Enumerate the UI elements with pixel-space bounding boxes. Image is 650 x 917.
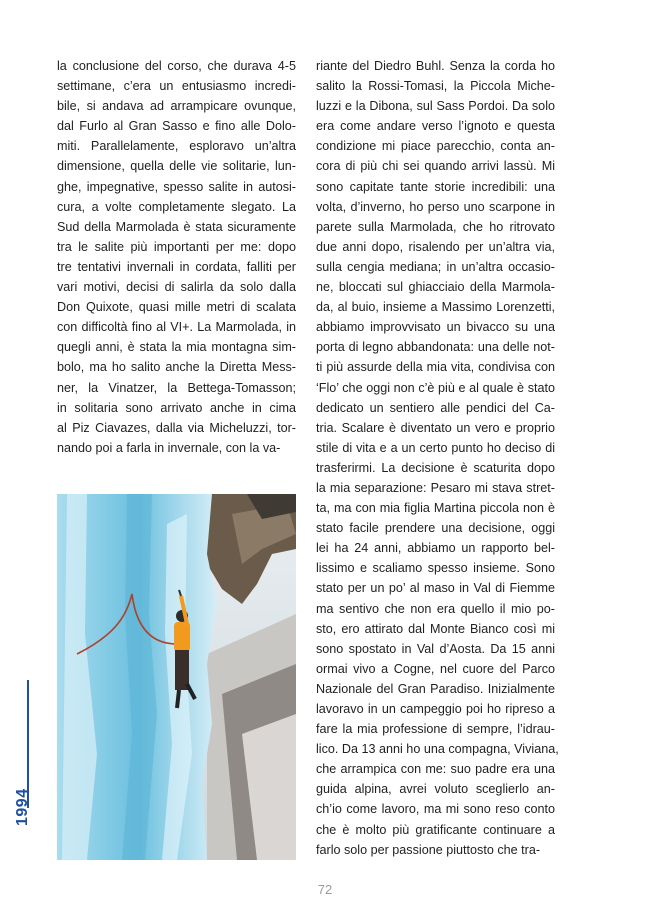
text-line: abbiamo improvvisato un bivacco su una <box>316 320 555 335</box>
text-line: fare la mia professione di sempre, l’idrau- <box>316 722 555 737</box>
text-line: lico. Da 13 anni ho una compagna, Viviana, <box>316 742 559 757</box>
text-line: da, al buio, insieme a Massimo Lorenzetti, <box>316 300 555 315</box>
text-line: stile di vita e a un certo punto ho deciso di <box>316 440 555 455</box>
text-line: settimane, c’era un entusiasmo incredi- <box>57 79 296 94</box>
text-line: dimensione, quella delle vie solitarie, lun- <box>57 159 296 174</box>
text-line: Nazionale del Gran Paradiso. Inizialmente <box>316 681 555 696</box>
left-text-column <box>57 56 296 458</box>
text-line: tra le salite più importanti per me: dopo <box>57 239 296 254</box>
text-line: condizione mi piace parecchio, conta an- <box>316 139 555 154</box>
text-line: con difficoltà fino al VI+. La Marmolada, in <box>57 320 296 335</box>
text-line: stato facile prendere una decisione, oggi <box>316 521 555 536</box>
text-line: trasferirmi. La decisione è scaturita dopo <box>316 460 555 475</box>
text-line: stato per un po’ al maso in Val di Fiemme <box>316 581 555 596</box>
text-line: sono capitate tante storie incredibili: una <box>316 179 555 194</box>
text-line: al Piz Ciavazes, dalla via Micheluzzi, tor- <box>57 420 296 435</box>
text-line: sulla cengia mediana; in un’altra occasio- <box>316 259 555 274</box>
text-line: tria. Scalare è diventato un vero e proprio <box>316 420 555 435</box>
text-line: guida alpina, avrei voluto sceglierlo an- <box>316 782 555 797</box>
text-line: che è molto più gratificante continuare a <box>316 822 555 837</box>
text-line: sono spostato in Val d’Aosta. Da 15 anni <box>316 641 555 656</box>
text-line: cora di più chi sei quando arrivi lassù. Mi <box>316 159 555 174</box>
text-line: miti. Parallelamente, esploravo un’altra <box>57 139 296 154</box>
text-line: in solitaria sono arrivato anche in cima <box>57 400 296 415</box>
text-line: vari motivi, decisi di salirla da solo dalla <box>57 280 296 295</box>
text-line: ‘Flo’ che oggi non c’è più e al quale è stato <box>316 380 555 395</box>
text-line: dal Furlo al Gran Sasso e fino alle Dolo- <box>57 119 296 134</box>
text-line: ghe, impegnative, spesso salite in autosi- <box>57 179 296 194</box>
text-line: sto, ero attirato dal Monte Bianco così mi <box>316 621 555 636</box>
text-line: nando poi a farla in invernale, con la va- <box>57 440 281 455</box>
text-line: Don Quixote, quasi mille metri di scalata <box>57 300 296 315</box>
text-line: ma sentivo che non era quello il mio po- <box>316 601 555 616</box>
text-line: parete sulla Marmolada, che ho ritrovato <box>316 219 555 234</box>
text-line: tre tentativi invernali in cordata, falliti per <box>57 259 296 274</box>
text-line: porta di legno abbandonata: una delle not- <box>316 340 555 355</box>
text-line: riante del Diedro Buhl. Senza la corda ho <box>316 59 555 73</box>
text-line: la conclusione del corso, che durava 4-5 <box>57 59 296 73</box>
text-line: dedicato un sentiero alle pendici del Ca- <box>316 400 555 415</box>
page-number: 72 <box>317 882 333 897</box>
text-line: cura, a volte completamente slegato. La <box>57 199 296 214</box>
text-line: farlo solo per passione piuttosto che tra- <box>316 842 541 857</box>
text-line: volta, d’inverno, ho perso uno scarpone in <box>316 199 555 214</box>
text-line: ti più assurde della mia vita, condivisa con <box>316 360 555 375</box>
side-year-label: 1994 <box>14 788 31 826</box>
text-line: bile, si andava ad arrampicare ovunque, <box>57 99 296 114</box>
text-line: quegli anni, è stata la mia montagna sim- <box>57 340 296 355</box>
text-line: ormai vivo a Cogne, nel cuore del Parco <box>316 661 555 676</box>
text-line: salito la Rossi-Tomasi, la Piccola Miche- <box>316 79 555 94</box>
ice-climbing-photo <box>57 494 296 860</box>
text-line: ne, bloccati sul ghiacciaio della Marmola- <box>316 280 555 295</box>
text-line: due anni dopo, risalendo per un’altra via, <box>316 239 555 254</box>
text-line: che arrampica con me: suo padre era una <box>316 762 555 777</box>
text-line: la mia separazione: Pesaro mi stava stret- <box>316 480 555 495</box>
text-line: bolo, ma ho salito anche la Diretta Mess- <box>57 360 296 375</box>
text-line: lavoravo in un campeggio poi ho ripreso a <box>316 702 555 716</box>
text-line: Sud della Marmolada è stata sicuramente <box>57 219 296 234</box>
text-line: lissimo e scaliamo spesso insieme. Sono <box>316 561 555 576</box>
text-line: ner, la Vinatzer, la Bettega-Tomasson; <box>57 380 296 395</box>
text-line: ch’io come lavoro, ma mi sono reso conto <box>316 802 555 817</box>
text-line: lei ha 24 anni, abbiamo un rapporto bel- <box>316 541 555 556</box>
text-line: luzzi e la Dibona, sul Sass Pordoi. Da solo <box>316 99 555 114</box>
text-line: ta, ma con mia figlia Martina piccola non è <box>316 501 555 516</box>
text-line: era come andare verso l’ignoto e questa <box>316 119 555 134</box>
right-text-column <box>316 56 559 860</box>
